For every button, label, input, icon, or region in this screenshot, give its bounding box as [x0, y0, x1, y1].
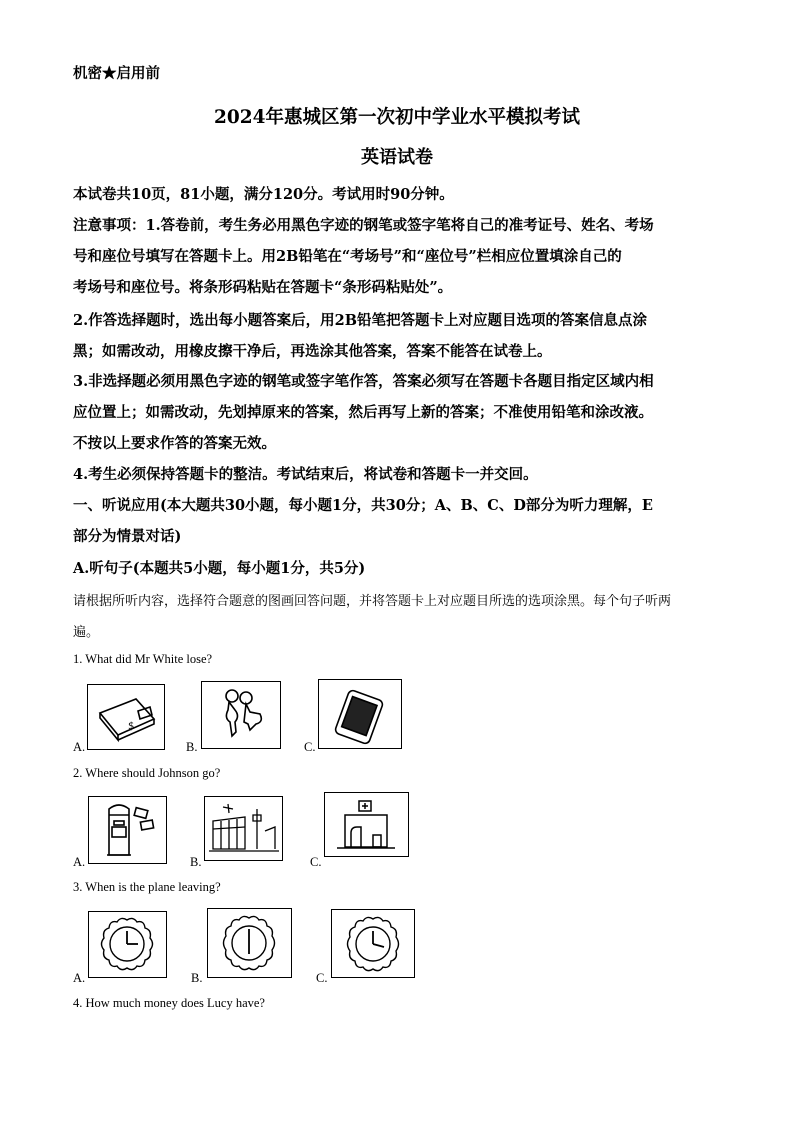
- clock-icon: [88, 911, 167, 978]
- option-label: B.: [190, 855, 202, 869]
- option-label: B.: [191, 971, 203, 985]
- airport-icon: [204, 796, 283, 861]
- exam-title: 2024年惠城区第一次初中学业水平模拟考试: [214, 107, 580, 128]
- question-1: 1. What did Mr White lose?: [73, 652, 213, 666]
- phone-icon: [318, 679, 402, 749]
- note-2-line-1: 2.作答选择题时，选出每小题答案后，用2B铅笔把答题卡上对应题目选项的答案信息点涂: [73, 312, 647, 329]
- note-4-line: 4.考生必须保持答题卡的整洁。考试结束后，将试卷和答题卡一并交回。: [73, 466, 538, 483]
- section-1-heading-line-1: 一、听说应用(本大题共30小题，每小题1分，共30分；A、B、C、D部分为听力理解，E: [73, 497, 653, 514]
- option-label: B.: [186, 740, 198, 754]
- keys-icon: [201, 681, 281, 749]
- hospital-icon: [324, 792, 409, 857]
- wallet-icon: [87, 684, 165, 750]
- option-label: A.: [73, 971, 86, 985]
- intro-line: 本试卷共10页，81小题，满分120分。考试用时90分钟。: [73, 186, 454, 203]
- note-1-line-2: 号和座位号填写在答题卡上。用2B铅笔在“考场号”和“座位号”栏相应位置填涂自己的: [73, 248, 622, 265]
- note-3-line-3: 不按以上要求作答的答案无效。: [73, 435, 276, 452]
- clock-icon: [207, 908, 292, 978]
- option-label: C.: [310, 855, 322, 869]
- note-1-line-3: 考场号和座位号。将条形码粘贴在答题卡“条形码粘贴处”。: [73, 279, 453, 296]
- post-office-icon: [88, 796, 167, 864]
- section-1-heading-line-2: 部分为情景对话): [73, 528, 182, 545]
- question-4: 4. How much money does Lucy have?: [73, 996, 265, 1010]
- question-3: 3. When is the plane leaving?: [73, 880, 221, 894]
- confidential-label: 机密★启用前: [73, 65, 160, 82]
- option-label: A.: [73, 740, 86, 754]
- option-label: C.: [316, 971, 328, 985]
- note-1-line-1: 注意事项：1.答卷前，考生务必用黑色字迹的钢笔或签字笔将自己的准考证号、姓名、考场: [73, 217, 654, 234]
- svg-text:$: $: [128, 721, 135, 732]
- note-3-line-2: 应位置上；如需改动，先划掉原来的答案，然后再写上新的答案；不准使用铅笔和涂改液。: [73, 404, 653, 421]
- question-2: 2. Where should Johnson go?: [73, 766, 221, 780]
- note-2-line-2: 黑；如需改动，用橡皮擦干净后，再选涂其他答案，答案不能答在试卷上。: [73, 343, 552, 360]
- part-a-heading: A.听句子(本题共5小题，每小题1分，共5分): [73, 560, 366, 577]
- option-label: A.: [73, 855, 86, 869]
- exam-subtitle: 英语试卷: [361, 147, 433, 168]
- clock-icon: [331, 909, 415, 978]
- note-3-line-1: 3.非选择题必须用黑色字迹的钢笔或签字笔作答，答案必须写在答题卡各题目指定区域内相: [73, 373, 654, 390]
- instruction-line-1: 请根据所听内容，选择符合题意的图画回答问题，并将答题卡上对应题目所选的选项涂黑。每个句子听两: [73, 594, 672, 609]
- option-label: C.: [304, 740, 316, 754]
- instruction-line-2: 遍。: [73, 625, 100, 640]
